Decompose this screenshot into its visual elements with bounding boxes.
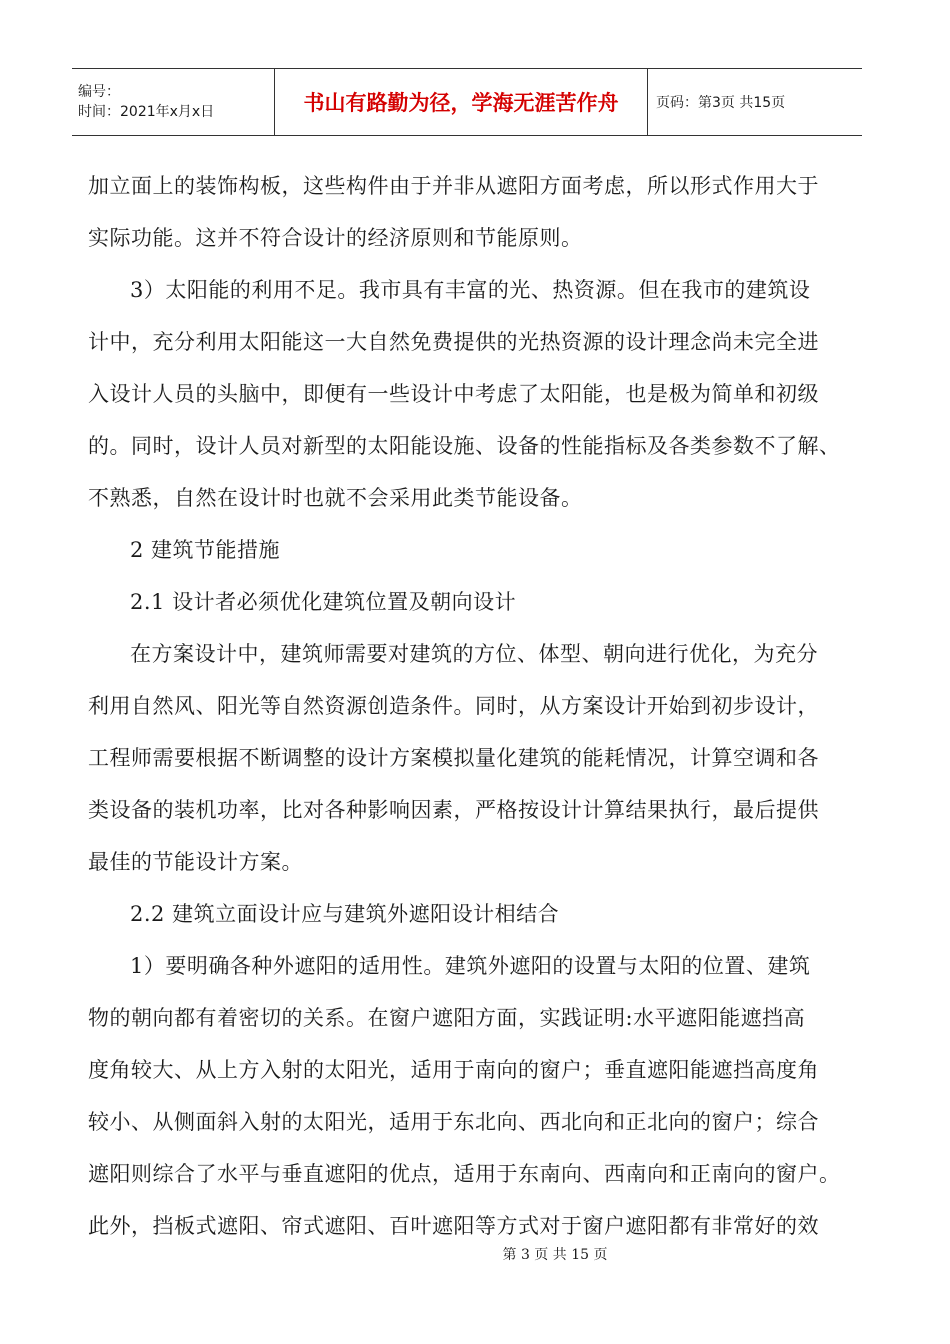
header-page-info: 页码：第3页 共15页: [656, 95, 786, 111]
body-text-line: 较小、从侧面斜入射的太阳光，适用于东北向、西北向和正北向的窗户；综合: [88, 1110, 819, 1134]
body-text-line: 在方案设计中，建筑师需要对建筑的方位、体型、朝向进行优化，为充分: [130, 642, 818, 666]
body-text-line: 2.1 设计者必须优化建筑位置及朝向设计: [130, 590, 517, 614]
body-text-line: 工程师需要根据不断调整的设计方案模拟量化建筑的能耗情况，计算空调和各: [88, 746, 819, 770]
body-text-line: 入设计人员的头脑中，即便有一些设计中考虑了太阳能，也是极为简单和初级: [88, 382, 819, 406]
page-header: [72, 68, 862, 136]
body-text-line: 实际功能。这并不符合设计的经济原则和节能原则。: [88, 226, 583, 250]
body-text-line: 不熟悉，自然在设计时也就不会采用此类节能设备。: [88, 486, 583, 510]
body-text-line: 2 建筑节能措施: [130, 538, 281, 562]
body-text-line: 此外，挡板式遮阳、帘式遮阳、百叶遮阳等方式对于窗户遮阳都有非常好的效: [88, 1214, 819, 1238]
document-time-label: 时间：2021年x月x日: [78, 104, 215, 120]
header-motto: 书山有路勤为径，学海无涯苦作舟: [274, 69, 648, 135]
body-text-line: 的。同时，设计人员对新型的太阳能设施、设备的性能指标及各类参数不了解、: [88, 434, 841, 458]
body-text-line: 利用自然风、阳光等自然资源创造条件。同时，从方案设计开始到初步设计，: [88, 694, 819, 718]
body-text-line: 度角较大、从上方入射的太阳光，适用于南向的窗户；垂直遮阳能遮挡高度角: [88, 1058, 819, 1082]
body-text-line: 类设备的装机功率，比对各种影响因素，严格按设计计算结果执行，最后提供: [88, 798, 819, 822]
page-footer: 第 3 页 共 15 页: [502, 1247, 608, 1263]
body-text-line: 3）太阳能的利用不足。我市具有丰富的光、热资源。但在我市的建筑设: [130, 278, 811, 302]
body-text-line: 加立面上的装饰构板，这些构件由于并非从遮阳方面考虑，所以形式作用大于: [88, 174, 819, 198]
document-number-label: 编号：: [78, 84, 120, 100]
header-meta: [72, 69, 274, 135]
body-text-line: 计中，充分利用太阳能这一大自然免费提供的光热资源的设计理念尚未完全进: [88, 330, 819, 354]
body-text-line: 遮阳则综合了水平与垂直遮阳的优点，适用于东南向、西南向和正南向的窗户。: [88, 1162, 841, 1186]
document-body: [88, 160, 863, 1252]
body-text-line: 2.2 建筑立面设计应与建筑外遮阳设计相结合: [130, 902, 560, 926]
body-text-line: 最佳的节能设计方案。: [88, 850, 303, 874]
body-text-line: 物的朝向都有着密切的关系。在窗户遮阳方面，实践证明:水平遮阳能遮挡高: [88, 1006, 806, 1030]
body-text-line: 1）要明确各种外遮阳的适用性。建筑外遮阳的设置与太阳的位置、建筑: [130, 954, 811, 978]
